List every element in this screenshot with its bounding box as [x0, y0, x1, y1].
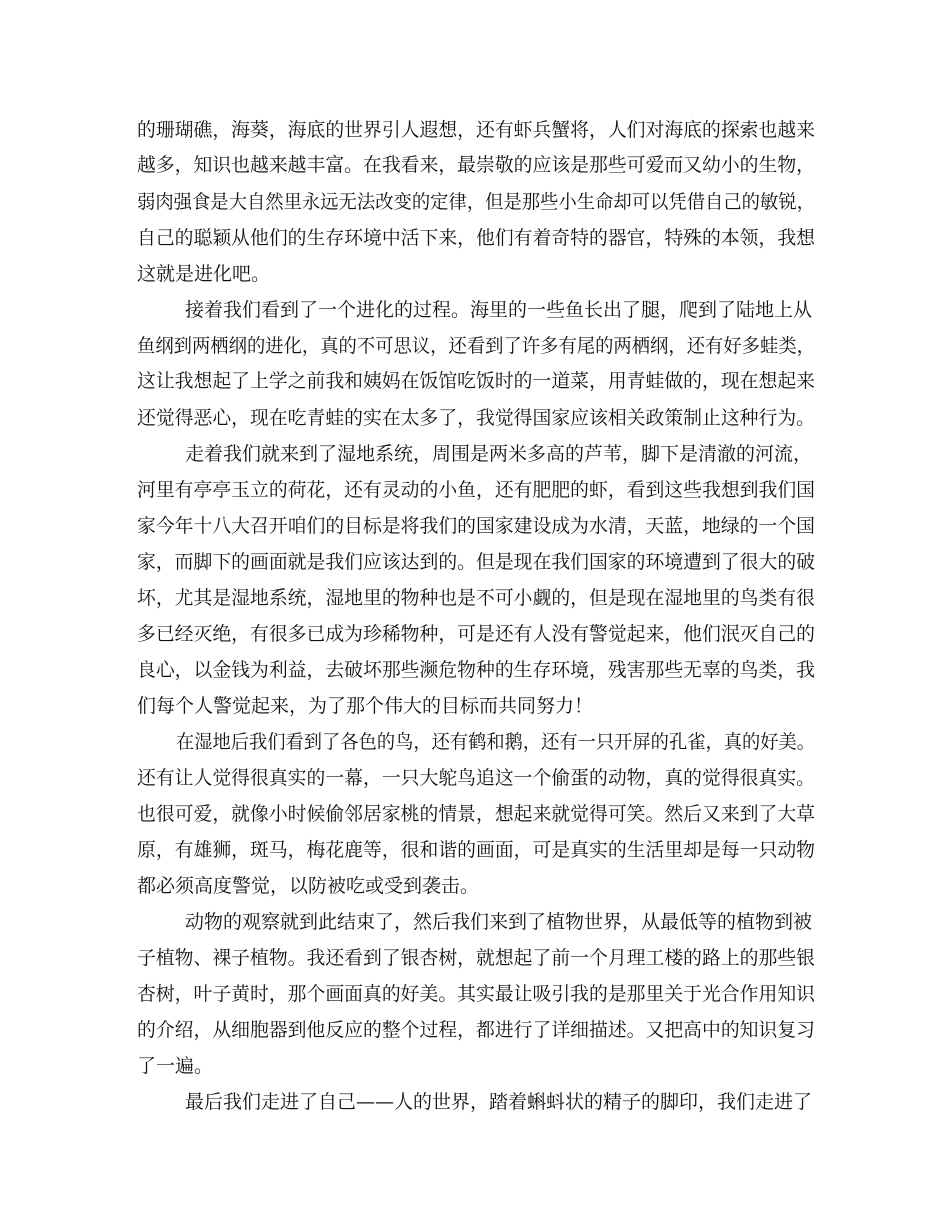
text-line-20: 也很可爱，就像小时候偷邻居家桃的情景，想起来就觉得可笑。然后又来到了大草 — [137, 803, 815, 825]
text-line-1: 的珊瑚礁，海葵，海底的世界引人遐想，还有虾兵蟹将，人们对海底的探索也越来 — [137, 119, 815, 141]
text-line-23: 动物的观察就到此结束了，然后我们来到了植物世界，从最低等的植物到被 — [185, 911, 813, 933]
text-line-19: 还有让人觉得很真实的一幕，一只大鸵鸟追这一个偷蛋的动物，真的觉得很真实。 — [137, 767, 815, 789]
text-line-12: 家今年十八大召开咱们的目标是将我们的国家建设成为水清，天蓝，地绿的一个国 — [137, 515, 815, 537]
text-line-17: 们每个人警觉起来，为了那个伟大的目标而共同努力！ — [137, 695, 594, 717]
text-line-15: 多已经灭绝，有很多已成为珍稀物种，可是还有人没有警觉起来，他们泯灭自己的 — [137, 623, 815, 645]
text-line-10: 走着我们就来到了湿地系统，周围是两米多高的芦苇，脚下是清澈的河流， — [185, 443, 813, 465]
text-line-14: 坏，尤其是湿地系统，湿地里的物种也是不可小觑的，但是现在湿地里的鸟类有很 — [137, 587, 815, 609]
text-line-9: 还觉得恶心，现在吃青蛙的实在太多了，我觉得国家应该相关政策制止这种行为。 — [137, 407, 815, 429]
text-line-11: 河里有亭亭玉立的荷花，还有灵动的小鱼，还有肥肥的虾，看到这些我想到我们国 — [137, 479, 815, 501]
text-line-2: 越多，知识也越来越丰富。在我看来，最崇敬的应该是那些可爱而又幼小的生物， — [137, 154, 815, 176]
text-line-22: 都必须高度警觉，以防被吃或受到袭击。 — [137, 875, 480, 897]
text-line-25: 杏树，叶子黄时，那个画面真的好美。其实最让吸引我的是那里关于光合作用知识 — [137, 983, 815, 1005]
text-line-5: 这就是进化吧。 — [137, 263, 271, 285]
text-line-6: 接着我们看到了一个进化的过程。海里的一些鱼长出了腿，爬到了陆地上从 — [185, 299, 813, 321]
text-line-3: 弱肉强食是大自然里永远无法改变的定律，但是那些小生命却可以凭借自己的敏锐， — [137, 191, 815, 213]
text-line-21: 原，有雄狮，斑马，梅花鹿等，很和谐的画面，可是真实的生活里却是每一只动物 — [137, 839, 815, 861]
text-line-16: 良心，以金钱为利益，去破坏那些濒危物种的生存环境，残害那些无辜的鸟类，我 — [137, 659, 815, 681]
text-line-7: 鱼纲到两栖纲的进化，真的不可思议，还看到了许多有尾的两栖纲，还有好多蛙类， — [137, 335, 815, 357]
text-line-18: 在湿地后我们看到了各色的鸟，还有鹤和鹅，还有一只开屏的孔雀，真的好美。 — [176, 731, 816, 753]
text-line-28: 最后我们走进了自己——人的世界，踏着蝌蚪状的精子的脚印，我们走进了 — [185, 1091, 813, 1113]
text-line-26: 的介绍，从细胞器到他反应的整个过程，都进行了详细描述。又把高中的知识复习 — [137, 1019, 815, 1041]
text-line-4: 自己的聪颖从他们的生存环境中活下来，他们有着奇特的器官，特殊的本领，我想 — [137, 227, 815, 249]
text-line-8: 这让我想起了上学之前我和姨妈在饭馆吃饭时的一道菜，用青蛙做的，现在想起来 — [137, 370, 815, 392]
text-line-24: 子植物、裸子植物。我还看到了银杏树，就想起了前一个月理工楼的路上的那些银 — [137, 947, 815, 969]
text-line-27: 了一遍。 — [137, 1055, 214, 1077]
text-line-13: 家，而脚下的画面就是我们应该达到的。但是现在我们国家的环境遭到了很大的破 — [137, 551, 815, 573]
